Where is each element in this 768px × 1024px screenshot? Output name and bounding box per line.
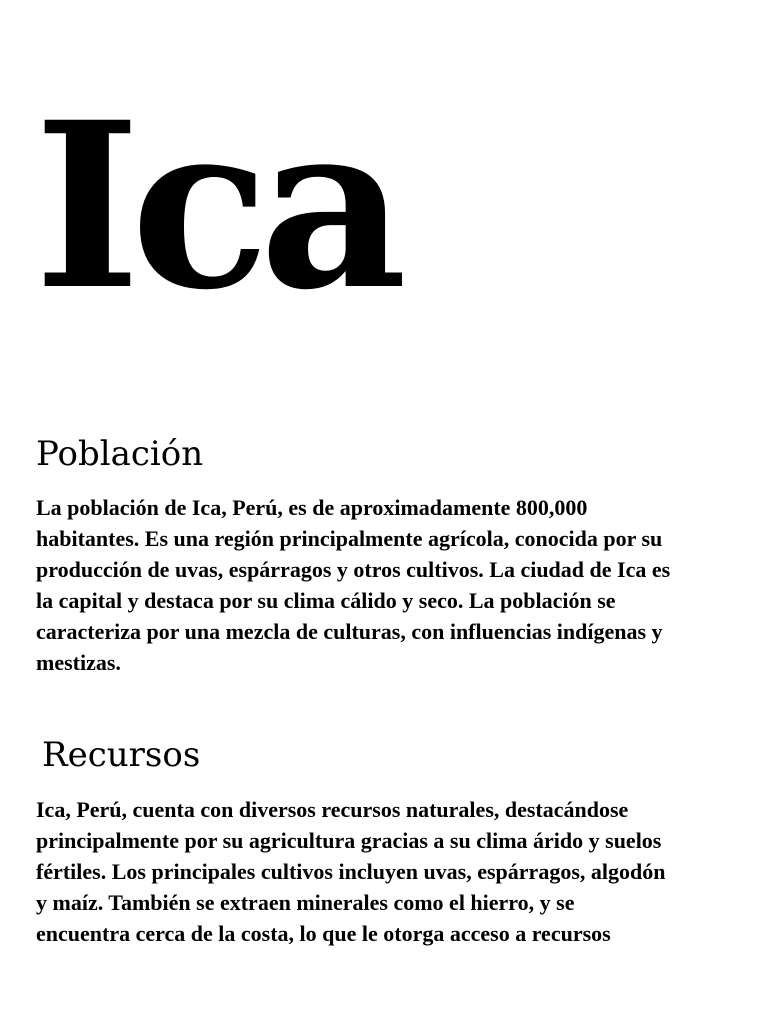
section-body-recursos: Ica, Perú, cuenta con diversos recursos naturales, destacándose principalmente por su agricultura gracias a su clima árido y suelos fértiles. Los principales cultivos incluyen uvas, espárragos, algodón y maíz. También se extraen minerales como el hierro, y se encuentra cerca de la costa, lo que le otorga acceso a recursos <box>36 797 666 946</box>
section-heading-poblacion: Población <box>36 434 204 474</box>
section-body-poblacion: La población de Ica, Perú, es de aproximadamente 800,000 habitantes. Es una región principalmente agrícola, conocida por su producción de uvas, espárragos y otros cultivos. La ciudad de Ica es la capital y destaca por su clima cálido y seco. La población se caracteriza por una mezcla de culturas, con influencias indígenas y mestizas. <box>36 495 671 675</box>
document-title: Ica <box>34 72 398 340</box>
section-heading-recursos: Recursos <box>42 735 201 775</box>
